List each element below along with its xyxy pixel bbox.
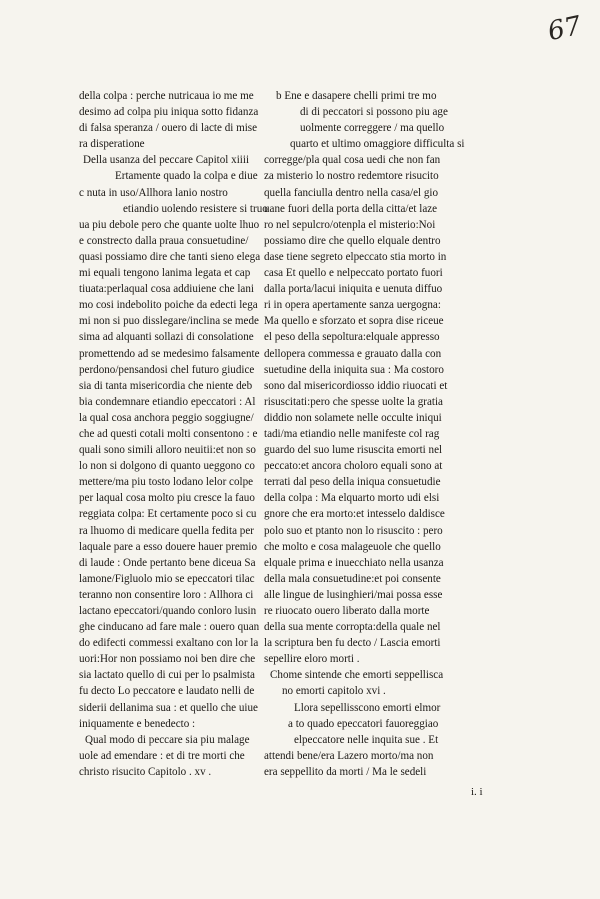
left-column-line: perdono/pensandosi chel futuro giudice (79, 363, 255, 376)
left-column-line: Ertamente quado la colpa e diue (115, 170, 258, 183)
left-column-line: di falsa speranza / ouero di lacte di mise (79, 122, 258, 135)
right-column-line: Llora sepellisscono emorti elmor (294, 701, 441, 714)
left-column-line: ra disperatione (79, 138, 145, 151)
right-column-line: attendi bene/era Lazero morto/ma non (264, 749, 434, 762)
right-column-line: della mala consuetudine:et poi consente (264, 572, 441, 585)
left-column-line: sia di tanta misericordia che niente deb (79, 379, 253, 392)
right-column-line: di di peccatori si possono piu age (300, 106, 448, 119)
left-column-line: siderii dellanima sua : et quello che uiue (79, 701, 258, 714)
right-column-line: della sua mente corropta:della quale nel (264, 621, 441, 634)
right-column-line: no emorti capitolo xvi . (282, 685, 386, 698)
signature-mark: i. i (471, 786, 483, 798)
left-column-line: quasi possiamo dire che tanti sieno elega (79, 250, 261, 263)
right-column-line: uolmente correggere / ma quello (300, 122, 445, 135)
right-column-line: sepellire eloro morti . (264, 653, 360, 666)
left-column-line: mi equali tengono lanima legata et cap (79, 267, 251, 280)
left-column-line: uole ad emendare : et di tre morti che (79, 749, 245, 762)
left-column-line: quali sono simili alloro neuitii:et non so (79, 444, 256, 457)
left-column-line: lactano epeccatori/quando conloro lusin (79, 605, 257, 617)
left-column-line: per laqual cosa molto piu cresce la fauo (79, 492, 255, 505)
right-column-line: possiamo dire che quello elquale dentro (264, 234, 441, 247)
left-column-line: etiandio uolendo resistere si truo (123, 202, 268, 215)
folio-mark: 67 (545, 10, 584, 48)
right-column-line: casa Et quello e nelpeccato portato fuori (264, 267, 443, 280)
right-column-line: dellopera commessa e grauato dalla con (264, 347, 442, 360)
left-column-line: teranno non consentire loro : Allhora ci (79, 588, 254, 601)
left-column-line: tiuata:perlaqual cosa addiuiene che lani (79, 283, 254, 296)
left-column-line: lo non si dolgono di quanto ueggono co (79, 460, 255, 473)
left-column-line: desimo ad colpa piu iniqua sotto fidanza (79, 106, 259, 119)
right-column-line: ri in opera apertamente sanza uergogna: (264, 299, 441, 312)
left-column-line: mo cosi indebolito poiche da edecti lega (79, 299, 258, 312)
right-column-line: Ma quello e sforzato et sopra dise riceue (264, 315, 444, 328)
right-column-line: a to quado epeccatori fauoreggiao (288, 717, 439, 730)
left-column-line: iniquamente e benedecto : (79, 717, 196, 730)
right-column-line: corregge/pla qual cosa uedi che non fan (264, 154, 441, 167)
right-column-line: gnore che era morto:et intesselo daldisce (264, 508, 445, 521)
left-column-line: Della usanza del peccare Capitol xiiii (83, 154, 250, 167)
right-column-line: ro nel sepulcro/otenpla el misterio:Noi (264, 218, 436, 231)
right-column (264, 88, 524, 780)
left-column-line: uori:Hor non possiamo noi ben dire che (79, 653, 256, 666)
right-column-line: el peso della sepoltura:elquale appresso (264, 331, 440, 344)
right-column-line: b Ene e dasapere chelli primi tre mo (276, 90, 437, 102)
right-column-line: guardo del suo lume risuscita emorti nel (264, 444, 443, 457)
left-column-line: di laude : Onde pertanto bene diceua Sa (79, 556, 256, 569)
right-column-line: alle lingue de lusinghieri/mai possa esse (264, 588, 443, 601)
right-column-line: Chome sintende che emorti seppellisca (270, 669, 444, 682)
left-column-line: c nuta in uso/Allhora lanio nostro (79, 186, 228, 199)
left-column-line: della colpa : perche nutricaua io me me (79, 90, 254, 102)
left-column-line: mi non si puo disslegare/inclina se mede (79, 315, 259, 328)
right-column-line: re riuocato ouero liberato dalla morte (264, 605, 430, 617)
left-column-line: la qual cosa anchora peggio soggiugne/ (79, 411, 254, 424)
right-column-line: terrati dal peso della iniqua consuetudie (264, 476, 441, 489)
right-column-line: era seppellito da morti / Ma le sedeli (264, 765, 427, 778)
right-column-line: quarto et ultimo omaggiore difficulta si (290, 138, 465, 151)
right-column-line: za misterio lo nostro redemtore risucito (264, 170, 439, 183)
left-column-line: Qual modo di peccare sia piu malage (85, 733, 250, 746)
right-column-line: sono dal misericordiosso iddio riuocati et (264, 379, 448, 392)
right-column-line: quella fanciulla dentro nella casa/el gio (264, 186, 439, 199)
left-column-line: ra lhuomo di medicare quella fedita per (79, 524, 254, 537)
left-column-line: fu decto Lo peccatore e laudato nelli de (79, 685, 255, 698)
left-column-line: mettere/ma piu tosto lodano lelor colpe (79, 476, 254, 489)
right-column-line: elpeccatore nelle inquita sue . Et (294, 733, 439, 746)
right-column-line: elquale prima e inuecchiato nella usanza (264, 556, 444, 569)
right-column-line: dase tiene segreto elpeccato stia morto in (264, 250, 447, 263)
left-column-line: e constrecto dalla praua consuetudine/ (79, 234, 249, 247)
left-column-line: bia condemnare etiandio epeccatori : Al (79, 395, 256, 408)
left-column-line: promettendo ad se medesimo falsamente (79, 347, 260, 360)
left-column (79, 88, 285, 780)
right-column-line: diddio non solamete nelle occulte iniqui (264, 411, 442, 424)
right-column-line: peccato:et ancora choloro equali sono at (264, 460, 443, 473)
left-column-line: do edifecti commessi exaltano con lor la (79, 637, 259, 650)
left-column-line: reggiata colpa: Et certamente poco si cu (79, 508, 257, 521)
right-column-line: risuscitati:pero che spesse uolte la gratia (264, 395, 443, 408)
left-column-line: ghe cinducano ad fare male : ouero quan (79, 621, 260, 634)
right-column-line: tadi/ma etiandio nelle manifeste col rag (264, 427, 440, 440)
right-column-line: dalla porta/lacui iniquita e uenuta diffuo (264, 283, 443, 296)
left-column-line: christo risucito Capitolo . xv . (79, 765, 212, 778)
left-column-line: sia lactato quello di cui per lo psalmista (79, 669, 255, 682)
left-column-line: sima ad alquanti sollazi di consolatione (79, 331, 254, 344)
left-column-line: lamone/Figluolo mio se epeccatori tilac (79, 572, 255, 585)
right-column-line: la scriptura ben fu decto / Lascia emorti (264, 637, 441, 650)
right-column-line: polo suo et ptanto non lo risuscito : pero (264, 524, 443, 537)
left-column-line: che ad questi cotali molti consentono : e (79, 427, 258, 440)
right-column-line: uane fuori della porta della citta/et laze (264, 202, 438, 215)
right-column-line: che molto e cosa malageuole che quello (264, 540, 441, 553)
left-column-line: ua piu debole pero che quante uolte lhuo (79, 218, 260, 231)
right-column-line: della colpa : Ma elquarto morto udi elsi (264, 492, 440, 505)
left-column-line: laquale pare a esso douere hauer premio (79, 540, 258, 553)
right-column-line: suetudine della iniquita sua : Ma costoro (264, 363, 444, 376)
